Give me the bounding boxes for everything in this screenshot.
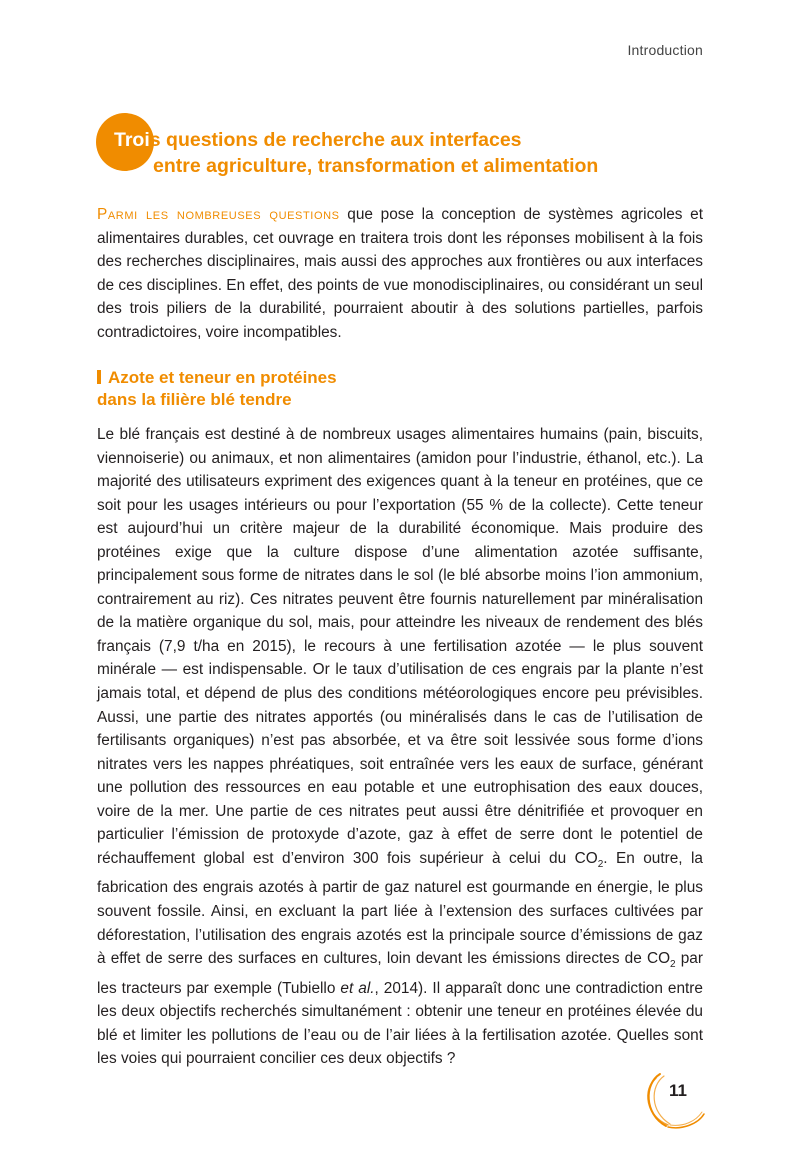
intro-paragraph	[97, 203, 703, 344]
chapter-title-first: Troi	[114, 129, 150, 151]
body-paragraph	[97, 423, 703, 1071]
co2-subscript-2: 2	[670, 959, 676, 971]
chapter-title-line-1	[114, 129, 522, 152]
running-head: Introduction	[627, 42, 703, 58]
section-title-1: Azote et teneur en protéines	[108, 368, 337, 387]
chapter-title-line-2: entre agriculture, transformation et alimentation	[153, 155, 599, 177]
body-text-4: , 2014). Il apparaît donc une contradiction entre les deux objectifs recherchés simultanément : obtenir une teneur en protéines élevée du blé et limiter les pollutions de l’eau ou de l’air liées à la fertilisation azotée. Quelles sont les voies qui pourraient concilier ces deux objectifs ?	[97, 979, 703, 1068]
page-number: 11	[669, 1081, 687, 1100]
body-text-1: Le blé français est destiné à de nombreux usages alimentaires humains (pain, biscuits, viennoiserie) ou animaux, et non alimentaires (amidon pour l’industrie, éthanol, etc.). La majorité des utilisateurs expriment des exigences quant à la teneur en protéines, que ce soit pour les usages intérieurs ou pour l’exportation (55 % de la collecte). Cette teneur est aujourd’hui un critère majeur de la durabilité économique. Mais produire des protéines exige que la culture dispose d’une alimentation azotée suffisante, principalement sous forme de nitrates dans le sol (le blé absorbe moins l’ion ammonium, contrairement au riz). Ces nitrates peuvent être fournis naturellement par minéralisation de la matière organique du sol, mais, pour atteindre les niveaux de rendement des blés français (7,9 t/ha en 2015), le recours à une fertilisation azotée — le plus souvent minérale — est indispensable. Or le taux d’utilisation de ces engrais par la plante n’est jamais total, et dépend de plus des conditions météorologiques encore peu prévisibles. Aussi, une partie des nitrates apportés (ou minéralisés dans le cas de l’utilisation de fertilisants organiques) n’est pas absorbée, et va être soit lessivée sous forme d’ions nitrates vers les nappes phréatiques, soit entraînée vers les eaux de surface, générant une pollution des ressources en eau potable et une eutrophisation des eaux douces, voire de la mer. Une partie de ces nitrates peut aussi être dénitrifiée et provoquer en particulier l’émission de protoxyde d’azote, gaz à effet de serre dont le potentiel de réchauffement global est d’environ 300 fois supérieur à celui du CO	[97, 426, 703, 867]
intro-text: que pose la conception de systèmes agricoles et alimentaires durables, cet ouvrage en traitera trois dont les réponses mobilisent à la fois des recherches disciplinaires, mais aussi des approches aux frontières ou aux interfaces de ces disciplines. En effet, des points de vue monodisciplinaires, ou considérant un seul des trois piliers de la durabilité, pourraient aboutir à des solutions partielles, parfois contradictoires, voire incompatibles.	[97, 206, 704, 341]
co2-subscript-1: 2	[597, 858, 604, 870]
chapter-title-rest: s questions de recherche aux interfaces	[149, 129, 522, 151]
section-marker-icon	[97, 370, 101, 384]
section-heading	[97, 367, 337, 411]
body-text-2: . En outre, la fabrication des engrais azotés à partir de gaz naturel est gourmande en énergie, le plus souvent fossile. Ainsi, en excluant la part liée à l’extension des surfaces cultivées par déforestation, l’utilisation des engrais azotés est la principale source d’émissions de gaz à effet de serre des surfaces en cultures, loin devant les émissions directes de CO	[97, 849, 703, 968]
section-heading-line-2: dans la filière blé tendre	[97, 390, 292, 409]
intro-lead-in: Parmi les nombreuses questions	[97, 206, 340, 223]
body-text-3: par les tracteurs par exemple (Tubiello	[97, 950, 703, 997]
et-al: et al.	[340, 979, 375, 997]
section-heading-line-1	[97, 367, 337, 389]
